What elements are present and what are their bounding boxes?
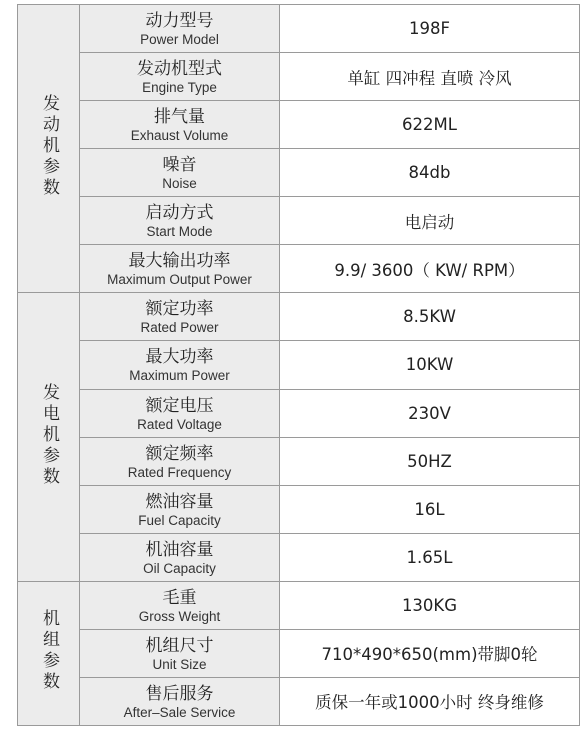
section-label-generator: [18, 293, 80, 581]
param-value: 16L: [280, 485, 580, 533]
table-row: [18, 437, 580, 485]
param-value: 8.5KW: [280, 293, 580, 341]
param-value: 710*490*650(mm)带脚0轮: [280, 629, 580, 677]
param-name-en: Maximum Output Power: [107, 272, 252, 288]
param-value: 9.9/ 3600（ KW/ RPM）: [280, 245, 580, 293]
param-name-en: Fuel Capacity: [138, 512, 221, 528]
table-row: [18, 389, 580, 437]
param-value: 电启动: [280, 197, 580, 245]
param-label: [80, 581, 280, 629]
section-title: 发电机参数: [39, 382, 59, 488]
param-label: [80, 101, 280, 149]
param-name-en: Rated Frequency: [127, 464, 232, 480]
table-row: [18, 581, 580, 629]
spec-table-body: [18, 5, 580, 726]
param-label: [80, 485, 280, 533]
param-name-zh: 额定功率: [145, 299, 214, 320]
table-row: [18, 5, 580, 53]
param-name-zh: 机组尺寸: [145, 635, 214, 656]
param-name-zh: 机油容量: [145, 539, 214, 560]
table-row: [18, 245, 580, 293]
param-label: [80, 677, 280, 725]
param-value: 130KG: [280, 581, 580, 629]
table-row: [18, 101, 580, 149]
param-name-zh: 排气量: [154, 107, 205, 128]
table-row: [18, 197, 580, 245]
param-name-zh: 燃油容量: [145, 491, 214, 512]
param-value: 质保一年或1000小时 终身维修: [280, 677, 580, 725]
param-name-en: After–Sale Service: [123, 704, 236, 720]
param-label: [80, 341, 280, 389]
param-name-zh: 噪音: [162, 155, 197, 176]
param-name-en: Noise: [162, 176, 197, 192]
table-row: [18, 629, 580, 677]
table-row: [18, 677, 580, 725]
param-name-zh: 启动方式: [145, 203, 214, 224]
table-row: [18, 341, 580, 389]
param-label: [80, 293, 280, 341]
param-label: [80, 629, 280, 677]
table-row: [18, 533, 580, 581]
param-name-zh: 最大输出功率: [128, 251, 231, 272]
param-value: 50HZ: [280, 437, 580, 485]
section-title: 发动机参数: [39, 94, 59, 200]
param-name-en: Maximum Power: [129, 368, 230, 384]
param-label: [80, 533, 280, 581]
param-name-en: Power Model: [140, 32, 219, 48]
param-value: 622ML: [280, 101, 580, 149]
section-label-engine: [18, 5, 80, 293]
param-name-zh: 毛重: [162, 587, 197, 608]
param-name-en: Exhaust Volume: [130, 128, 229, 144]
param-name-zh: 售后服务: [145, 683, 214, 704]
param-label: [80, 245, 280, 293]
param-label: [80, 389, 280, 437]
param-value: 10KW: [280, 341, 580, 389]
param-value: 230V: [280, 389, 580, 437]
param-value: 单缸 四冲程 直喷 冷风: [280, 53, 580, 101]
param-name-en: Start Mode: [146, 224, 213, 240]
param-name-en: Engine Type: [142, 80, 217, 96]
param-value: 84db: [280, 149, 580, 197]
table-row: [18, 149, 580, 197]
param-name-en: Oil Capacity: [143, 560, 216, 576]
param-value: 1.65L: [280, 533, 580, 581]
table-row: [18, 485, 580, 533]
param-name-en: Rated Power: [140, 320, 219, 336]
param-label: [80, 5, 280, 53]
param-label: [80, 197, 280, 245]
param-name-en: Unit Size: [152, 656, 207, 672]
param-name-en: Rated Voltage: [137, 416, 222, 432]
spec-table: [17, 4, 580, 726]
param-name-zh: 动力型号: [145, 11, 214, 32]
section-label-unit: [18, 581, 80, 725]
table-row: [18, 53, 580, 101]
param-name-zh: 额定电压: [145, 395, 214, 416]
param-name-zh: 发动机型式: [137, 59, 222, 80]
param-name-en: Gross Weight: [138, 608, 221, 624]
param-name-zh: 最大功率: [145, 347, 214, 368]
table-row: [18, 293, 580, 341]
param-value: 198F: [280, 5, 580, 53]
param-label: [80, 437, 280, 485]
param-label: [80, 149, 280, 197]
param-name-zh: 额定频率: [145, 443, 214, 464]
section-title: 机组参数: [39, 609, 59, 694]
param-label: [80, 53, 280, 101]
